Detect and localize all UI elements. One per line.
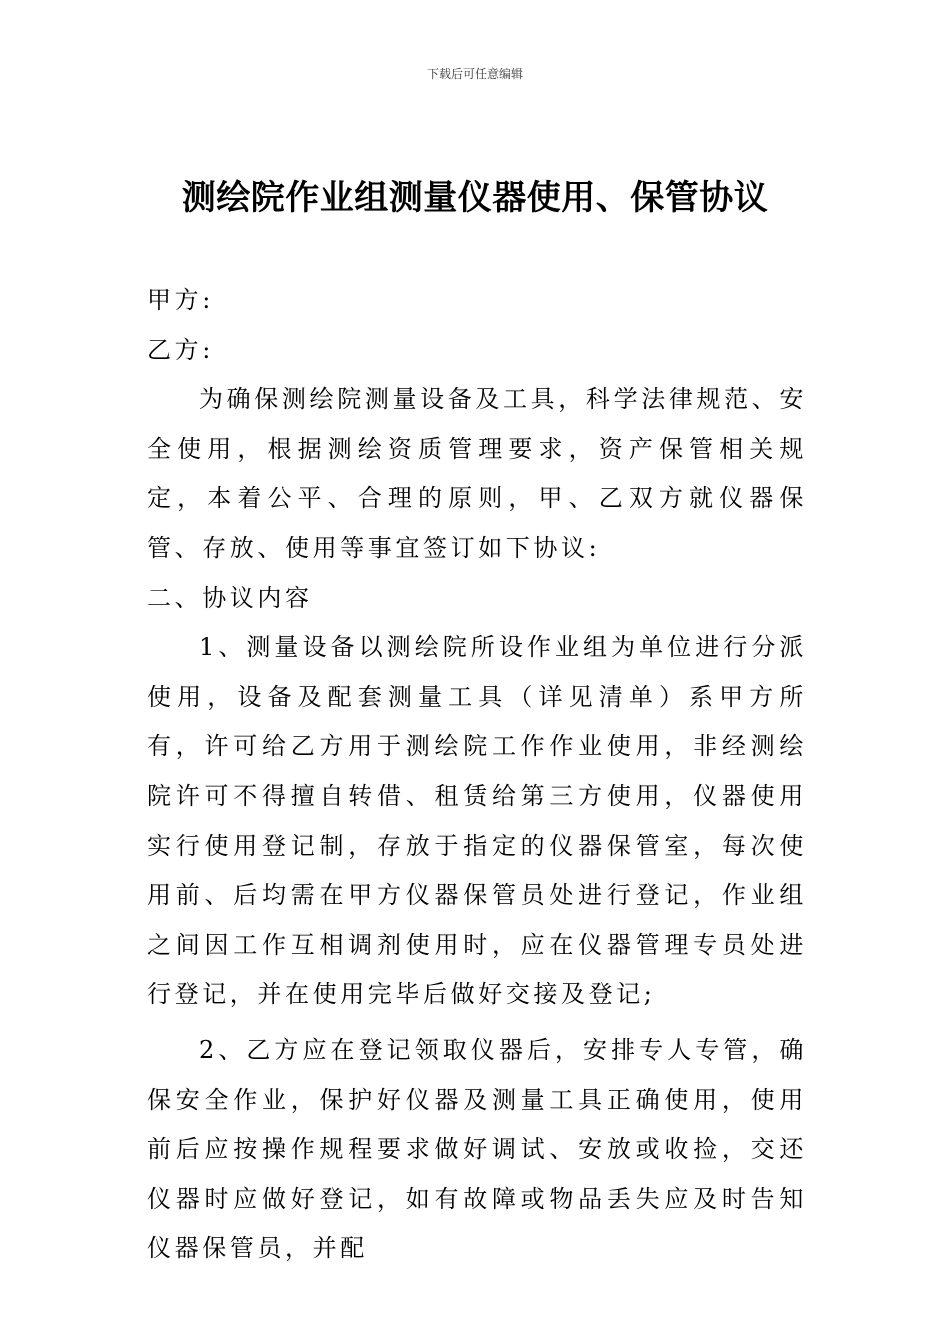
document-body — [147, 276, 807, 1274]
header-note: 下载后可任意编辑 — [426, 67, 523, 81]
clause-paragraph-2: 2、乙方应在登记领取仪器后，安排专人专管，确保安全作业，保护好仪器及测量工具正确使用，使用前后应按操作规程要求做好调试、安放或收捡，交还仪器时应做好登记，如有故障或物品丢失应及时告知仪器保管员，并配 — [147, 1035, 807, 1263]
clause-paragraph-1: 1、测量设备以测绘院所设作业组为单位进行分派使用，设备及配套测量工具（详见清单）系甲方所有，许可给乙方用于测绘院工作作业使用，非经测绘院许可不得擅自转借、租赁给第三方使用，仪器使用实行使用登记制，存放于指定的仪器保管室，每次使用前、后均需在甲方仪器保管员处进行登记，作业组之间因工作互相调剂使用时，应在仪器管理专员处进行登记，并在使用完毕后做好交接及登记; — [147, 633, 807, 1009]
document-title: 测绘院作业组测量仪器使用、保管协议 — [181, 178, 769, 218]
party-b-label: 乙方: — [147, 335, 214, 364]
section-heading: 二、协议内容 — [147, 583, 313, 612]
party-a-label: 甲方: — [147, 286, 214, 314]
intro-paragraph: 为确保测绘院测量设备及工具，科学法律规范、安全使用，根据测绘资质管理要求，资产保管相关规定，本着公平、合理的原则，甲、乙双方就仪器保管、存放、使用等事宜签订如下协议: — [147, 385, 807, 562]
